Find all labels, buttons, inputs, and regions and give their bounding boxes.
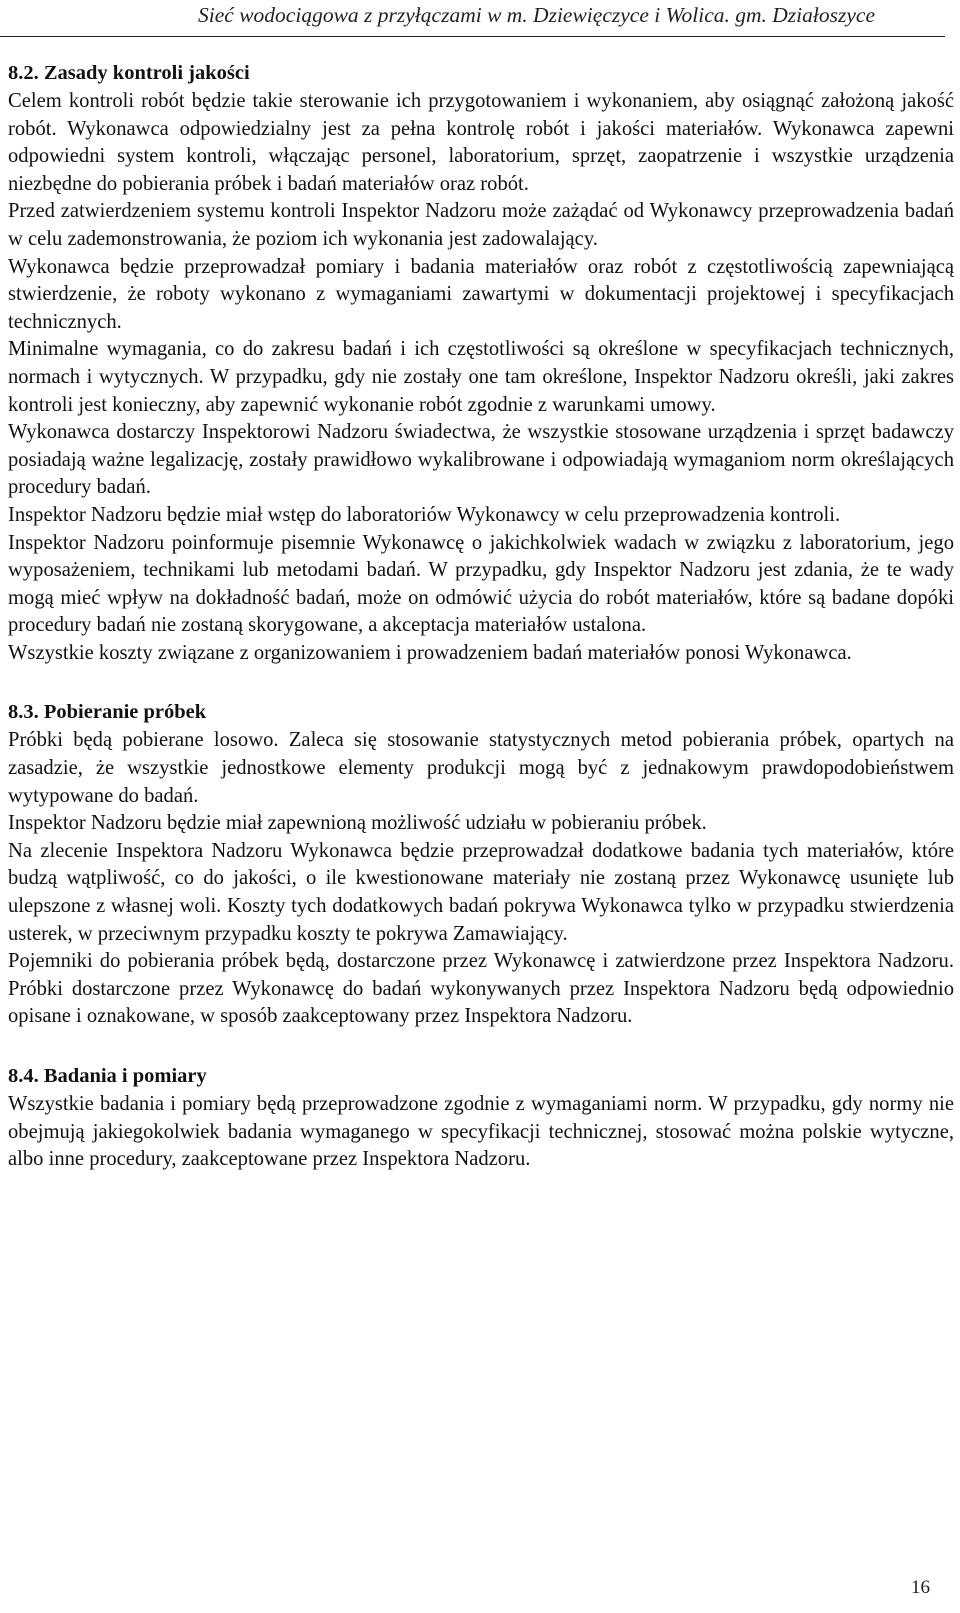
section-heading: 8.2. Zasady kontroli jakości: [8, 62, 250, 84]
paragraph: Wykonawca będzie przeprowadzał pomiary i badania materiałów oraz robót z częstotliwością zapewniającą stwierdzenie, że roboty wykonano z wymaganiami zawartymi w dokumentacji projektowej i specyfikacjach technicznych.: [8, 255, 954, 333]
paragraph: Minimalne wymagania, co do zakresu badań i ich częstotliwości są określone w specyfikacjach technicznych, normach i wytycznych. W przypadku, gdy nie zostały one tam określone, Inspektor Nadzoru określi, jaki zakres kontroli jest konieczny, aby zapewnić wykonanie robót zgodnie z warunkami umowy.: [8, 338, 954, 416]
running-header-title: Sieć wodociągowa z przyłączami w m. Dziewięczyce i Wolica. gm. Działoszyce: [198, 3, 875, 27]
section-sampling: [8, 699, 954, 1031]
paragraph: Inspektor Nadzoru będzie miał wstęp do laboratoriów Wykonawcy w celu przeprowadzenia kontroli.: [8, 503, 841, 526]
running-header: [0, 0, 945, 37]
document-body: [8, 60, 954, 1174]
paragraph: Wszystkie badania i pomiary będą przeprowadzone zgodnie z wymaganiami norm. W przypadku, gdy normy nie obejmują jakiegokolwiek badania wymaganego w specyfikacji technicznej, stosować można polskie wytyczne, albo inne procedury, zaakceptowane przez Inspektora Nadzoru.: [8, 1093, 954, 1171]
page-number: 16: [911, 1577, 930, 1598]
section-tests-and-measurements: [8, 1063, 954, 1174]
paragraph: Wykonawca dostarczy Inspektorowi Nadzoru świadectwa, że wszystkie stosowane urządzenia i sprzęt badawczy posiadają ważne legalizację, zostały prawidłowo wykalibrowane i odpowiadają wymaganiom norm określających procedury badań.: [8, 421, 954, 499]
paragraph: Celem kontroli robót będzie takie sterowanie ich przygotowaniem i wykonaniem, aby osiągnąć założoną jakość robót. Wykonawca odpowiedzialny jest za pełna kontrolę robót i jakości materiałów. Wykonawca zapewni odpowiedni system kontroli, włączając personel, laboratorium, sprzęt, zaopatrzenie i wszystkie urządzenia niezbędne do pobierania próbek i badań materiałów oraz robót.: [8, 90, 954, 195]
paragraph: Wszystkie koszty związane z organizowaniem i prowadzeniem badań materiałów ponosi Wykonawca.: [8, 641, 852, 664]
paragraph: Na zlecenie Inspektora Nadzoru Wykonawca będzie przeprowadzał dodatkowe badania tych materiałów, które budzą wątpliwość, co do jakości, o ile kwestionowane materiały nie zostaną przez Wykonawcę usunięte lub ulepszone z własnej woli. Koszty tych dodatkowych badań pokrywa Wykonawca tylko w przypadku stwierdzenia usterek, w przeciwnym przypadku koszty te pokrywa Zamawiający.: [8, 839, 954, 945]
paragraph: Inspektor Nadzoru będzie miał zapewnioną możliwość udziału w pobieraniu próbek.: [8, 812, 707, 835]
paragraph: Pojemniki do pobierania próbek będą, dostarczone przez Wykonawcę i zatwierdzone przez Inspektora Nadzoru. Próbki dostarczone przez Wykonawcę do badań wykonywanych przez Inspektora Nadzoru będą odpowiednio opisane i oznakowane, w sposób zaakceptowany przez Inspektora Nadzoru.: [8, 950, 954, 1028]
paragraph: Przed zatwierdzeniem systemu kontroli Inspektor Nadzoru może zażądać od Wykonawcy przeprowadzenia badań w celu zademonstrowania, że poziom ich wykonania jest zadowalający.: [8, 200, 954, 250]
paragraph: Próbki będą pobierane losowo. Zaleca się stosowanie statystycznych metod pobierania próbek, opartych na zasadzie, że wszystkie jednostkowe elementy produkcji mogą być z jednakowym prawdopodobieństwem wytypowane do badań.: [8, 729, 954, 807]
section-quality-control: [8, 60, 954, 667]
section-heading: 8.3. Pobieranie próbek: [8, 701, 207, 724]
paragraph: Inspektor Nadzoru poinformuje pisemnie Wykonawcę o jakichkolwiek wadach w związku z laboratorium, jego wyposażeniem, technikami lub metodami badań. W przypadku, gdy Inspektor Nadzoru jest zdania, że te wady mogą mieć wpływ na dokładność badań, może on odmówić użycia do robót materiałów, które są badane dopóki procedury badań nie zostaną skorygowane, a akceptacja materiałów ustalona.: [8, 531, 954, 637]
section-heading: 8.4. Badania i pomiary: [8, 1065, 207, 1087]
